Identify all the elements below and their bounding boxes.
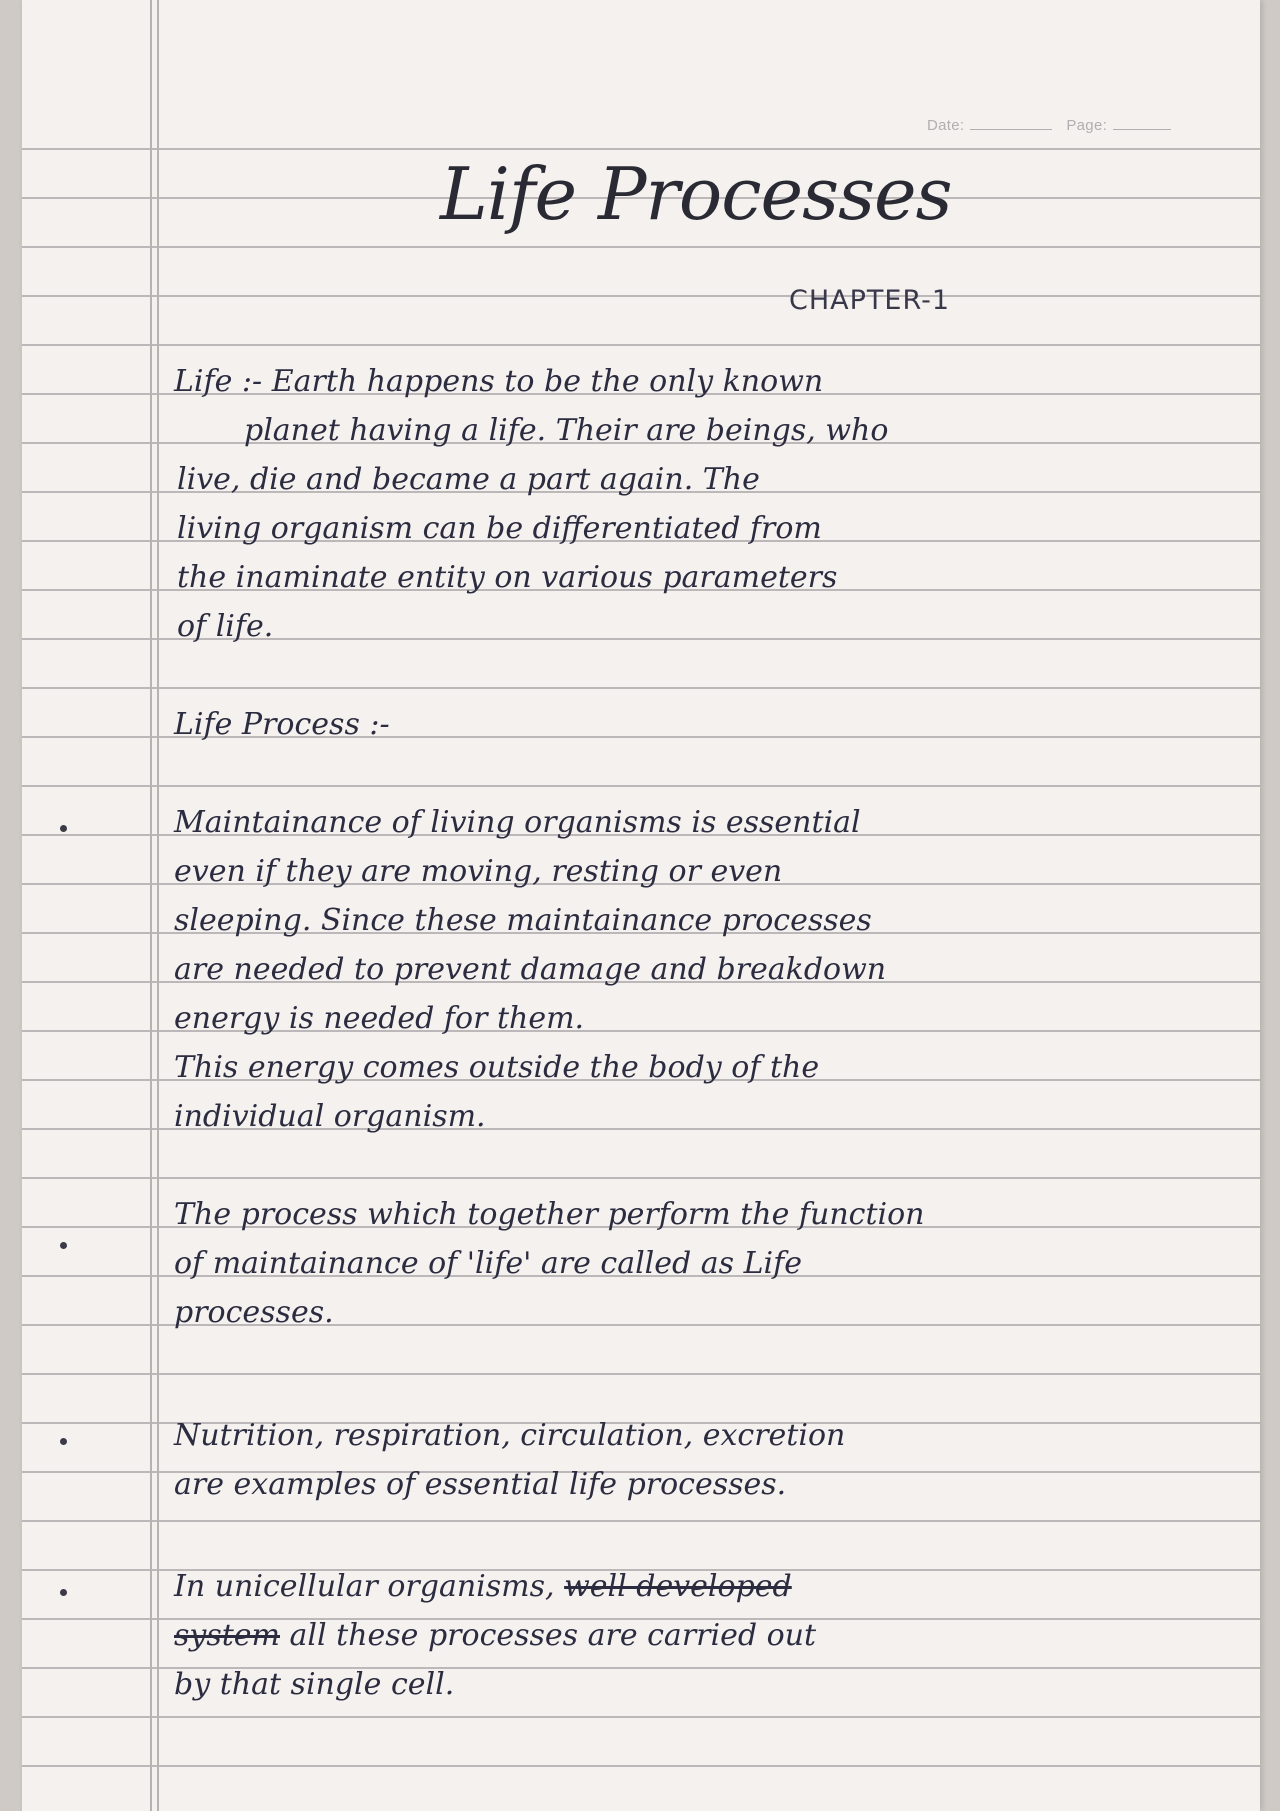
- ruled-line: [22, 1177, 1260, 1179]
- life-paragraph-line: planet having a life. Their are beings, who: [244, 413, 889, 448]
- bullet-3-line: are examples of essential life processes.: [174, 1467, 787, 1502]
- ruled-line: [22, 295, 1260, 297]
- bullet-1-line: are needed to prevent damage and breakdown: [174, 952, 887, 987]
- bullet-4-line: by that single cell.: [174, 1667, 455, 1702]
- bullet-2-line: of maintainance of 'life' are called as Life: [174, 1246, 802, 1281]
- bullet-4-text: all these processes are carried out: [289, 1618, 817, 1653]
- bullet-4-text: In unicellular organisms,: [174, 1569, 555, 1604]
- life-paragraph-line: live, die and became a part again. The: [177, 462, 760, 497]
- life-process-heading: Life Process :-: [174, 707, 390, 742]
- ruled-line: [22, 344, 1260, 346]
- life-paragraph-line: of life.: [177, 609, 274, 644]
- bullet-1-line: This energy comes outside the body of the: [174, 1050, 820, 1085]
- page-blank: [1113, 129, 1171, 130]
- bullet-1-line: Maintainance of living organisms is essential: [174, 805, 861, 840]
- bullet-4-line: [174, 1618, 816, 1653]
- date-blank: [970, 129, 1052, 130]
- date-label: Date:: [927, 117, 965, 134]
- bullet-dot: [60, 1589, 67, 1596]
- page-title: Life Processes: [440, 152, 952, 236]
- ruled-line: [22, 785, 1260, 787]
- date-page-header: [927, 117, 1171, 134]
- ruled-line: [22, 148, 1260, 150]
- bullet-1-line: sleeping. Since these maintainance processes: [174, 903, 872, 938]
- ruled-line: [22, 1373, 1260, 1375]
- ruled-line: [22, 1716, 1260, 1718]
- ruled-line: [22, 687, 1260, 689]
- life-paragraph-line: Life :- Earth happens to be the only known: [174, 364, 824, 399]
- bullet-1-line: energy is needed for them.: [174, 1001, 585, 1036]
- bullet-2-line: The process which together perform the function: [174, 1197, 925, 1232]
- page-label: Page:: [1066, 117, 1108, 134]
- bullet-1-line: individual organism.: [174, 1099, 486, 1134]
- notebook-page: [22, 0, 1260, 1811]
- bullet-2-line: processes.: [174, 1295, 334, 1330]
- ruled-line: [22, 246, 1260, 248]
- bullet-1-line: even if they are moving, resting or even: [174, 854, 783, 889]
- chapter-label: CHAPTER-1: [789, 285, 951, 316]
- struck-text: system: [174, 1618, 280, 1653]
- bullet-3-line: Nutrition, respiration, circulation, excretion: [174, 1418, 846, 1453]
- ruled-line: [22, 1765, 1260, 1767]
- life-paragraph-line: living organism can be differentiated from: [177, 511, 822, 546]
- bullet-dot: [60, 1242, 67, 1249]
- bullet-dot: [60, 1438, 67, 1445]
- ruled-line: [22, 1520, 1260, 1522]
- life-paragraph-line: the inaminate entity on various parameters: [177, 560, 838, 595]
- struck-text: well developed: [564, 1569, 792, 1604]
- bullet-dot: [60, 825, 67, 832]
- margin-line: [150, 0, 152, 1811]
- bullet-4-line: [174, 1569, 792, 1604]
- margin-line: [157, 0, 159, 1811]
